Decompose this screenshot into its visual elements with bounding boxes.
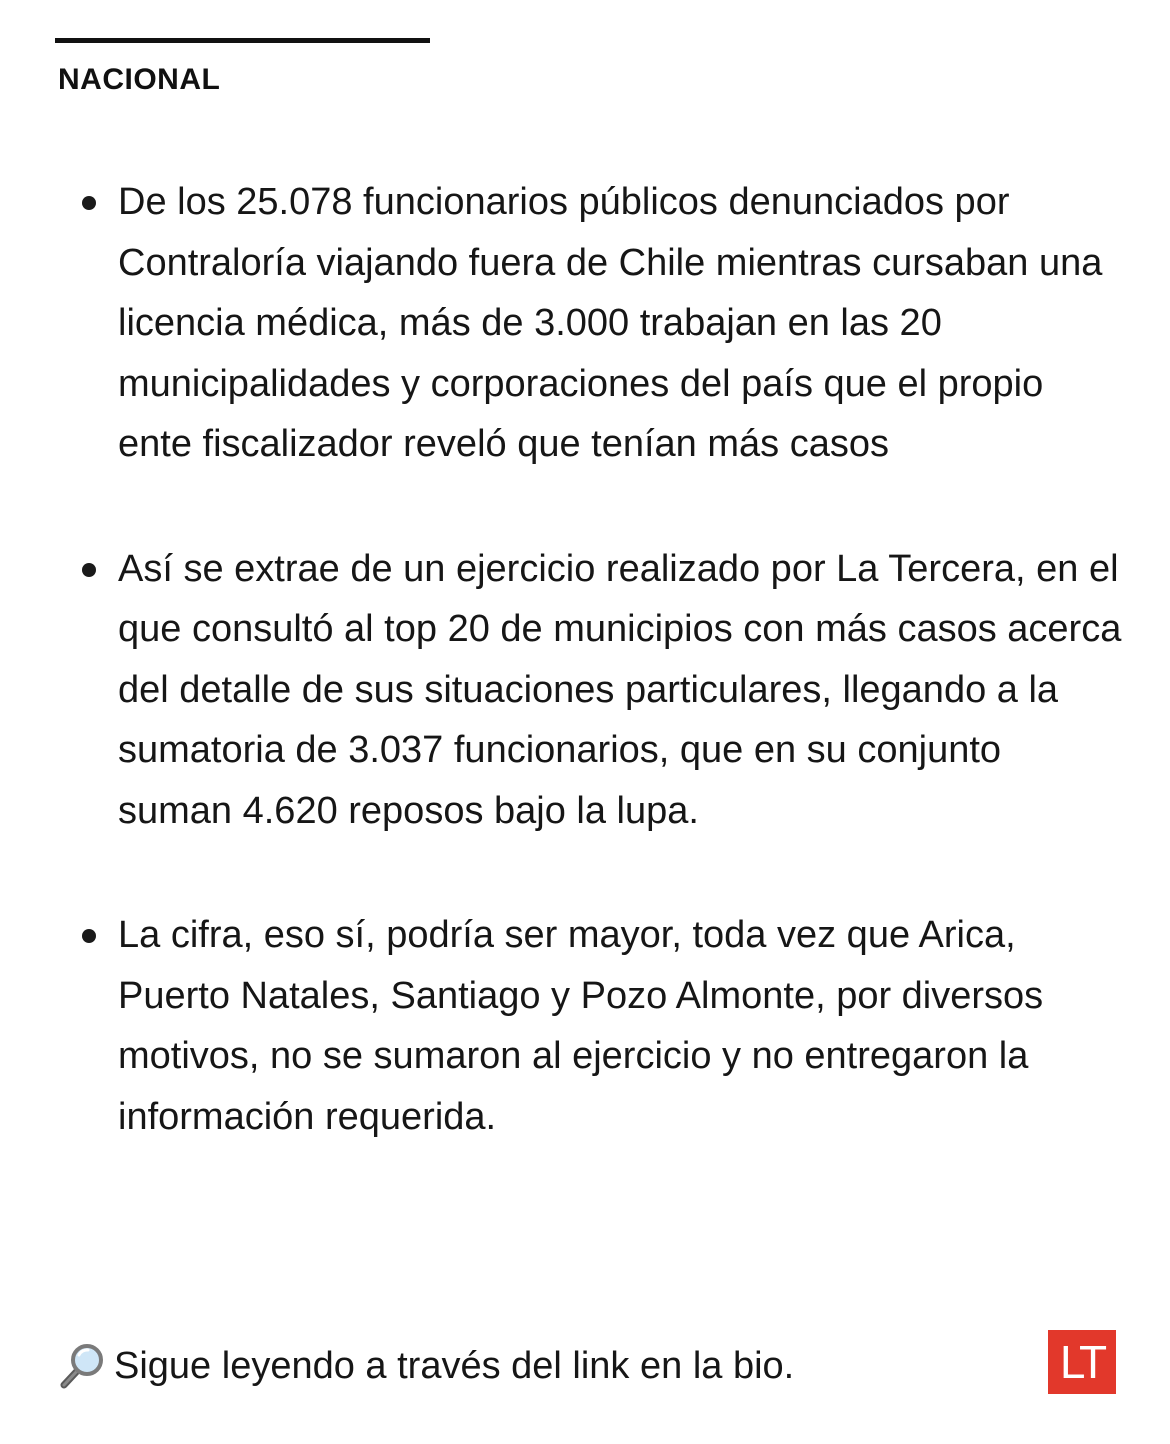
bullet-list (82, 172, 1122, 1147)
section-top-rule (55, 38, 430, 43)
footer-text: Sigue leyendo a través del link en la bio. (114, 1345, 795, 1387)
magnifying-glass-icon (58, 1342, 106, 1390)
la-tercera-logo: LT (1048, 1330, 1116, 1394)
footer (58, 1336, 794, 1396)
bullet-item-1: De los 25.078 funcionarios públicos denunciados por Contraloría viajando fuera de Chile mientras cursaban una licencia médica, más de 3.000 trabajan en las 20 municipalidades y corporaciones del país que el propio ente fiscalizador reveló que tenían más casos (82, 172, 1122, 475)
bullet-item-2: Así se extrae de un ejercicio realizado por La Tercera, en el que consultó al top 20 de municipios con más casos acerca del detalle de sus situaciones particulares, llegando a la sumatoria de 3.037 funcionarios, que en su conjunto suman 4.620 reposos bajo la lupa. (82, 539, 1122, 842)
bullet-item-3: La cifra, eso sí, podría ser mayor, toda vez que Arica, Puerto Natales, Santiago y Pozo Almonte, por diversos motivos, no se sumaron al ejercicio y no entregaron la información requerida. (82, 905, 1122, 1147)
section-label: NACIONAL (58, 63, 221, 96)
